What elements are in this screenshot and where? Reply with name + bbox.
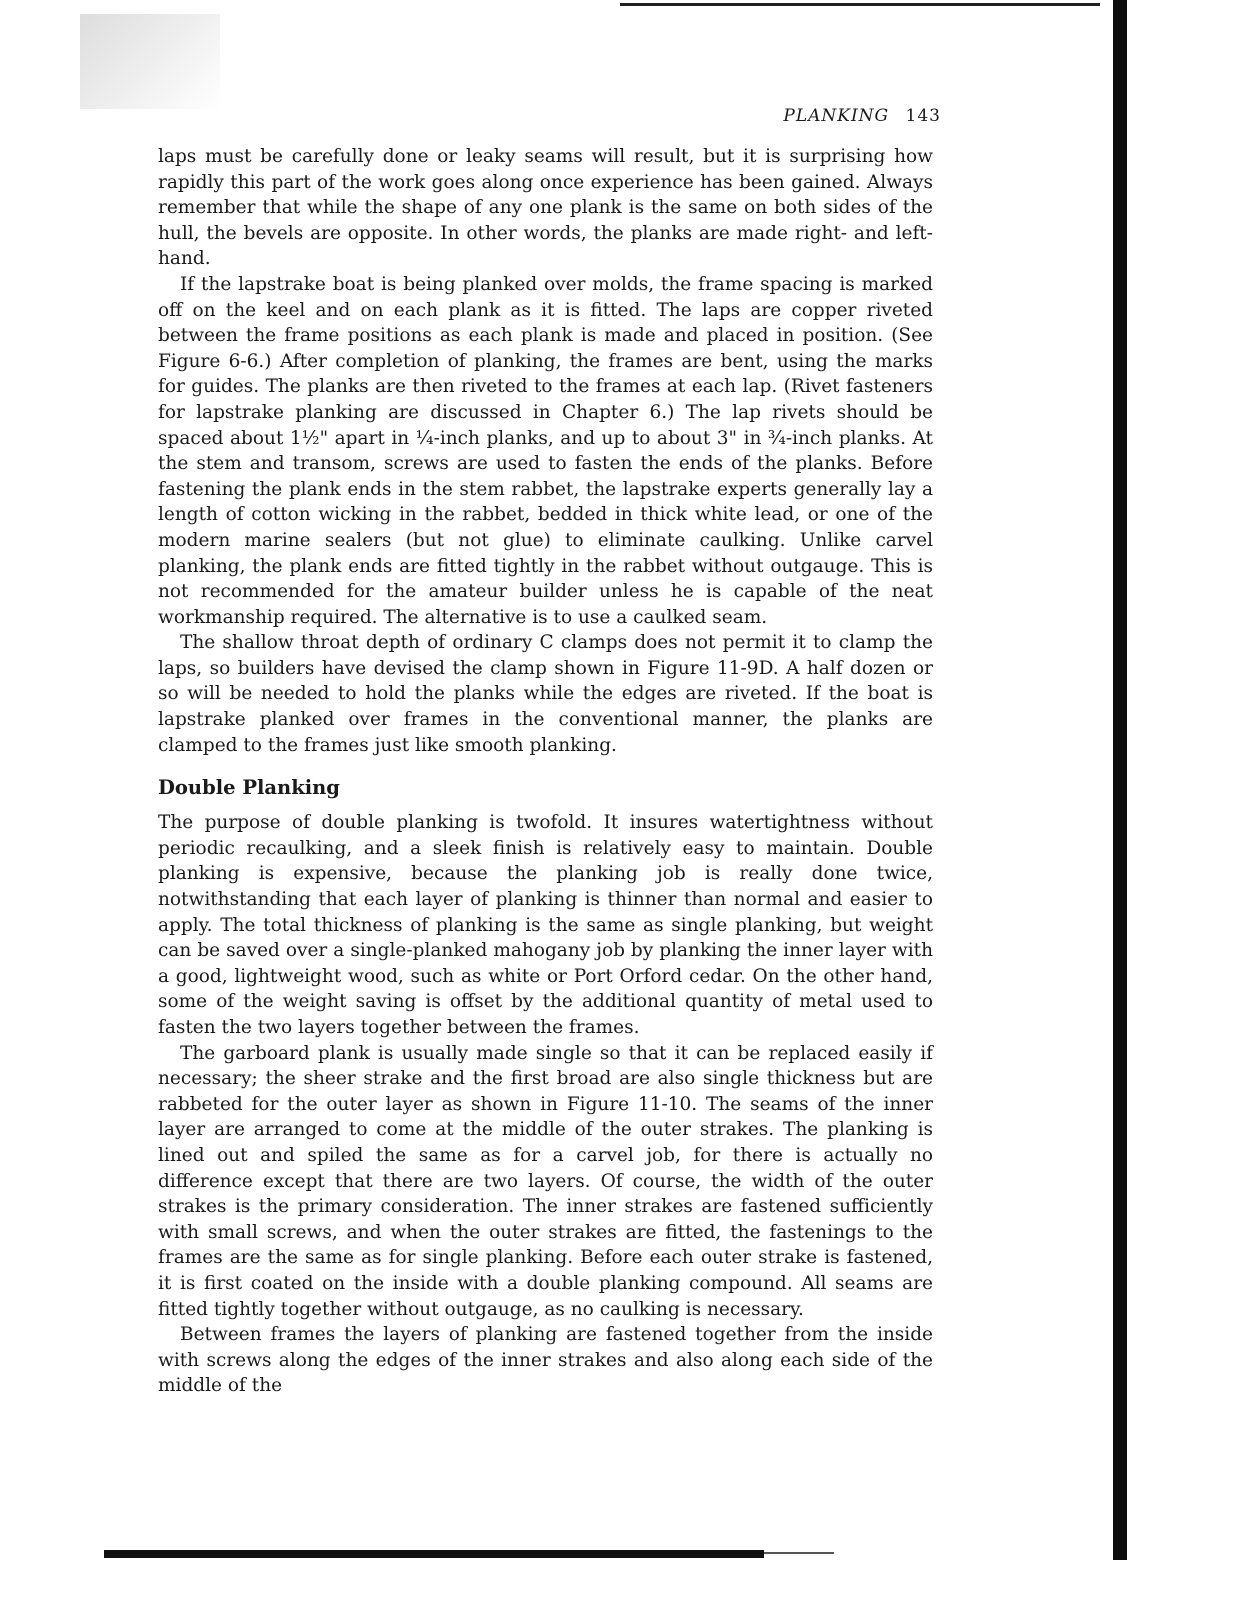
scan-top-edge [620, 3, 1100, 6]
running-title: PLANKING [783, 106, 890, 126]
scan-smudge [80, 14, 220, 109]
scan-bottom-edge-thin [764, 1552, 834, 1554]
scan-bottom-edge [104, 1550, 764, 1558]
paragraph-between-frames: Between frames the layers of planking are fastened together from the inside with screws along the edges of the inner strakes and also along each side of the middle of the [158, 1324, 933, 1397]
paragraph-clamps: The shallow throat depth of ordinary C clamps does not permit it to clamp the laps, so builders have devised the clamp shown in Figure 11-9D. A half dozen or so will be needed to hold the planks while the edges are riveted. If the boat is lapstrake planked over frames in the conventional manner, the planks are clamped to the frames just like smooth planking. [158, 632, 933, 756]
page-body [158, 144, 933, 1399]
paragraph-double-planking-purpose: The purpose of double planking is twofold. It insures watertightness without periodic recaulking, and a sleek finish is relatively easy to maintain. Double planking is expensive, because the planking job is really done twice, notwithstanding that each layer of planking is thinner than normal and easier to apply. The total thickness of planking is the same as single planking, but weight can be saved over a single-planked mahogany job by planking the inner layer with a good, lightweight wood, such as white or Port Orford cedar. On the other hand, some of the weight saving is offset by the additional quantity of metal used to fasten the two layers together between the frames. [158, 812, 933, 1038]
page-number: 143 [905, 106, 941, 126]
section-heading-double-planking: Double Planking [158, 776, 340, 800]
running-header [783, 106, 941, 126]
paragraph-garboard-plank: The garboard plank is usually made single so that it can be replaced easily if necessary; the sheer strake and the first broad are also single thickness but are rabbeted for the outer layer as shown in Figure 11-10. The seams of the inner layer are arranged to come at the middle of the outer strakes. The planking is lined out and spiled the same as for a carvel job, for there is actually no difference except that there are two layers. Of course, the width of the outer strakes is the primary consideration. The inner strakes are fastened sufficiently with small screws, and when the outer strakes are fitted, the fastenings to the frames are the same as for single planking. Before each outer strake is fastened, it is first coated on the inside with a double planking compound. All seams are fitted tightly together without outgauge, as no caulking is necessary. [158, 1042, 933, 1320]
paragraph-laps: laps must be carefully done or leaky seams will result, but it is surprising how rapidly this part of the work goes along once experience has been gained. Always remember that while the shape of any one plank is the same on both sides of the hull, the bevels are opposite. In other words, the planks are made right- and left-hand. [158, 146, 933, 270]
paragraph-lapstrake-molds: If the lapstrake boat is being planked over molds, the frame spacing is marked off on the keel and on each plank as it is fitted. The laps are copper riveted between the frame positions as each plank is made and placed in position. (See Figure 6-6.) After completion of planking, the frames are bent, using the marks for guides. The planks are then riveted to the frames at each lap. (Rivet fasteners for lapstrake planking are discussed in Chapter 6.) The lap rivets should be spaced about 1½" apart in ¼-inch planks, and up to about 3" in ¾-inch planks. At the stem and transom, screws are used to fasten the ends of the planks. Before fastening the plank ends in the stem rabbet, the lapstrake experts generally lay a length of cotton wicking in the rabbet, bedded in thick white lead, or one of the modern marine sealers (but not glue) to eliminate caulking. Unlike carvel planking, the plank ends are fitted tightly in the rabbet without outgauge. This is not recommended for the amateur builder unless he is capable of the neat workmanship required. The alternative is to use a caulked seam. [158, 273, 933, 628]
scan-right-edge [1113, 0, 1127, 1560]
